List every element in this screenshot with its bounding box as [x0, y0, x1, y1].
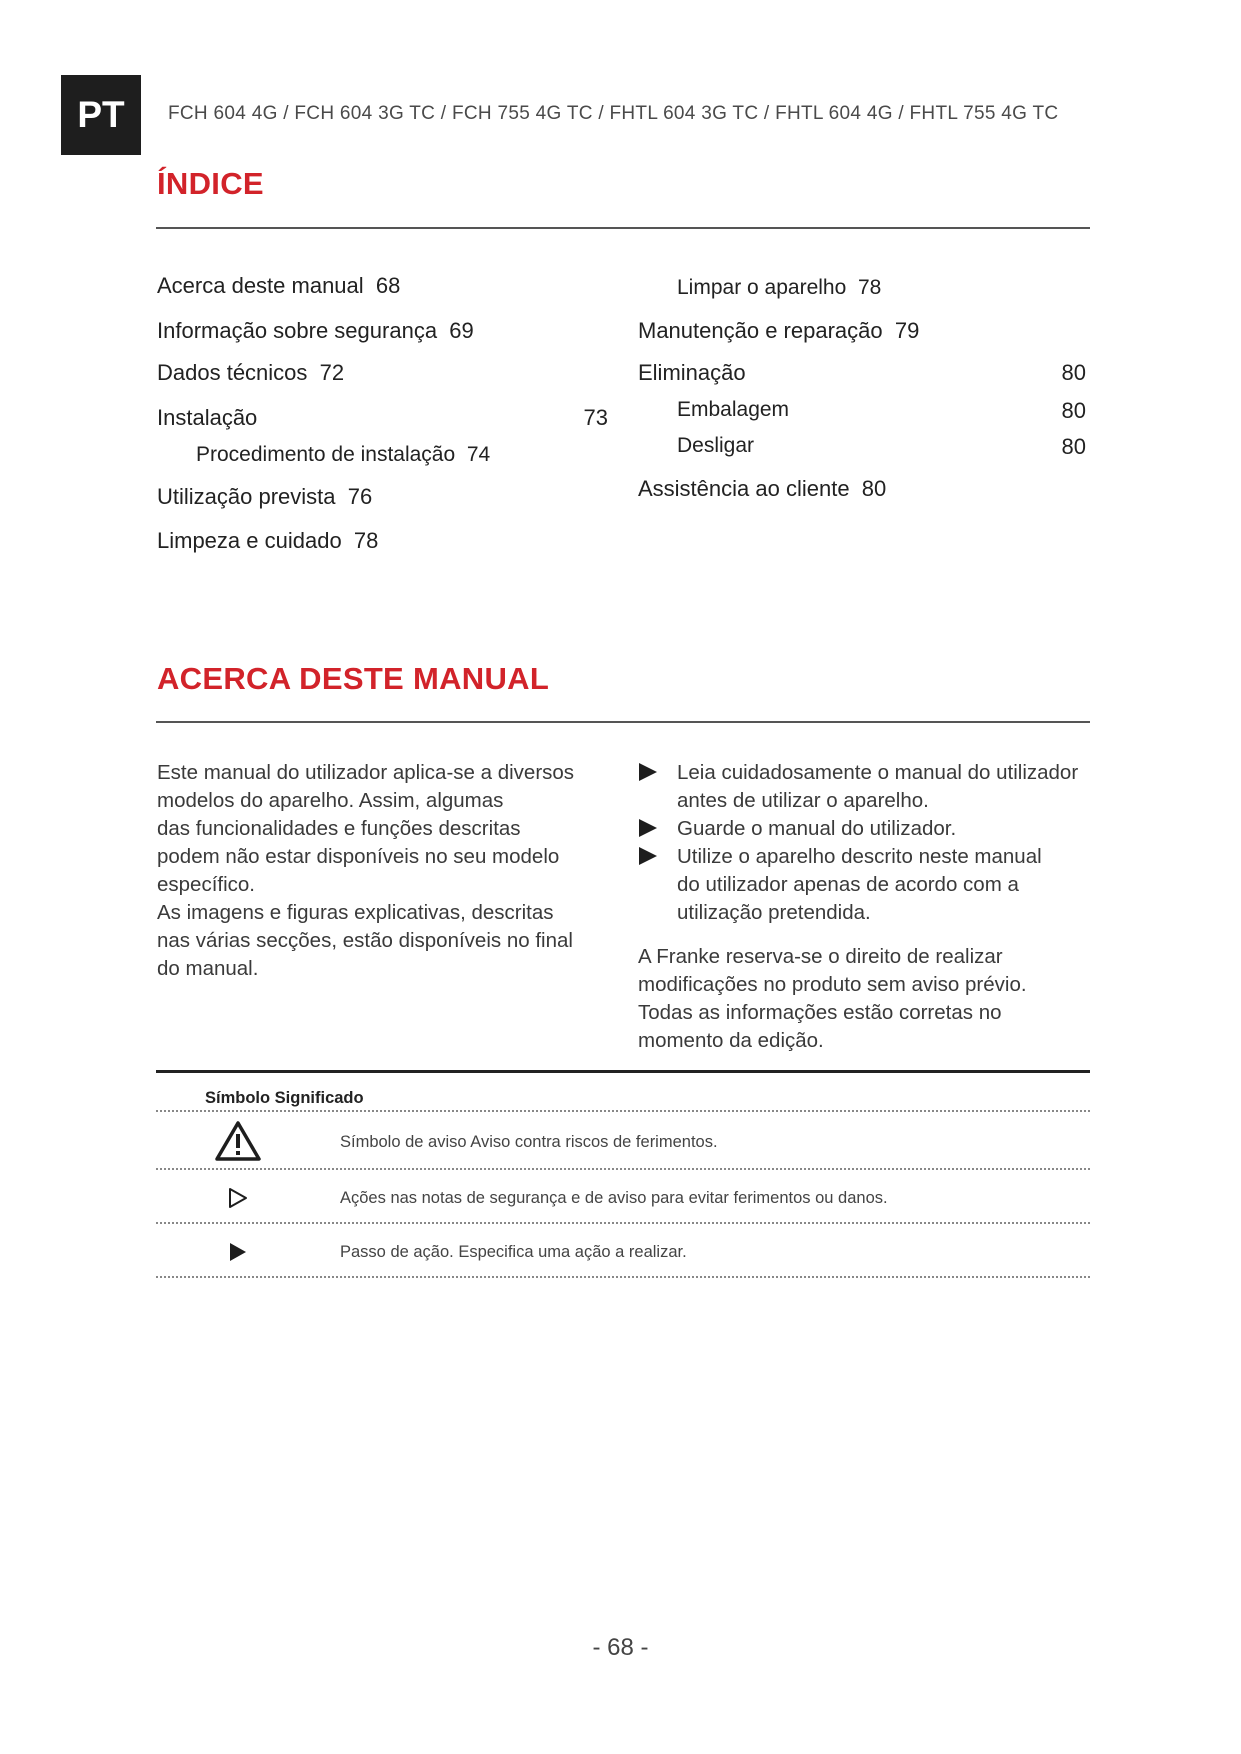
toc-item[interactable] [638, 318, 919, 344]
toc-page: 80 [1061, 398, 1086, 423]
toc-subitem[interactable] [677, 398, 789, 422]
toc-item[interactable] [157, 484, 372, 510]
language-badge: PT [61, 75, 141, 155]
bullet-item [677, 759, 1078, 815]
toc-label: Limpar o aparelho [677, 276, 847, 299]
outline-triangle-icon [228, 1187, 248, 1209]
text-line: utilização pretendida. [677, 901, 871, 924]
table-cell-meaning: Passo de ação. Especifica uma ação a realizar. [340, 1243, 687, 1261]
toc-page: 80 [1061, 434, 1086, 459]
table-cell-meaning: Símbolo de aviso Aviso contra riscos de ferimentos. [340, 1133, 718, 1151]
toc-item[interactable] [638, 360, 746, 386]
toc-label: Manutenção e reparação [638, 318, 883, 343]
toc-label: Utilização prevista [157, 484, 336, 509]
toc-label: Informação sobre segurança [157, 318, 438, 343]
toc-label: Assistência ao cliente [638, 476, 850, 501]
text-line: A Franke reserva-se o direito de realizar [638, 945, 1003, 968]
about-title: ACERCA DESTE MANUAL [157, 661, 550, 696]
toc-label: Instalação [157, 405, 258, 430]
text-line: modificações no produto sem aviso prévio. [638, 973, 1027, 996]
table-header: Símbolo Significado [205, 1089, 364, 1107]
action-step-icon [639, 847, 657, 865]
text-line: As imagens e figuras explicativas, descritas [157, 901, 554, 924]
text-line: podem não estar disponíveis no seu modelo [157, 845, 560, 868]
text-line: Este manual do utilizador aplica-se a diversos [157, 761, 575, 784]
toc-label: Desligar [677, 434, 755, 457]
text-line: momento da edição. [638, 1029, 824, 1052]
table-top-rule [156, 1070, 1090, 1073]
about-rule [156, 721, 1090, 723]
about-note [638, 943, 1027, 1055]
toc-page: 80 [1061, 360, 1086, 385]
solid-triangle-icon [228, 1241, 248, 1263]
text-line: Utilize o aparelho descrito neste manual [677, 845, 1042, 868]
toc-label: Procedimento de instalação [196, 443, 456, 466]
toc-label: Acerca deste manual [157, 273, 364, 298]
toc-item[interactable] [157, 273, 400, 299]
warning-triangle-icon [214, 1120, 262, 1162]
toc-subitem[interactable] [677, 434, 754, 458]
text-line: antes de utilizar o aparelho. [677, 789, 929, 812]
index-rule [156, 227, 1090, 229]
text-line: Todas as informações estão corretas no [638, 1001, 1002, 1024]
toc-page: 79 [894, 318, 920, 343]
toc-label: Embalagem [677, 398, 790, 421]
table-divider [156, 1276, 1090, 1278]
toc-item[interactable] [157, 405, 257, 431]
text-line: nas várias secções, estão disponíveis no final [157, 929, 573, 952]
text-line: modelos do aparelho. Assim, algumas [157, 789, 504, 812]
toc-item[interactable] [157, 360, 344, 386]
toc-item[interactable] [638, 476, 886, 502]
toc-item[interactable] [157, 528, 378, 554]
bullet-item [677, 815, 956, 843]
text-line: do utilizador apenas de acordo com a [677, 873, 1019, 896]
table-divider [156, 1110, 1090, 1112]
text-line: Guarde o manual do utilizador. [677, 817, 957, 840]
action-step-icon [639, 819, 657, 837]
toc-subitem[interactable] [196, 443, 490, 467]
model-list: FCH 604 4G / FCH 604 3G TC / FCH 755 4G TC / FHTL 604 3G TC / FHTL 604 4G / FHTL 755 4G TC [168, 103, 1059, 124]
index-title: ÍNDICE [157, 166, 264, 201]
toc-page: 74 [466, 443, 491, 466]
toc-page: 72 [319, 360, 345, 385]
table-divider [156, 1222, 1090, 1224]
toc-page: 69 [449, 318, 474, 343]
about-intro [157, 759, 597, 983]
toc-page: 78 [857, 276, 882, 299]
toc-page: 76 [347, 484, 373, 509]
toc-label: Dados técnicos [157, 360, 308, 385]
page-number: - 68 - [592, 1634, 649, 1661]
toc-page: 78 [353, 528, 379, 553]
text-line: das funcionalidades e funções descritas [157, 817, 521, 840]
toc-item[interactable] [157, 318, 474, 344]
text-line: Leia cuidadosamente o manual do utilizador [677, 761, 1079, 784]
action-step-icon [639, 763, 657, 781]
text-line: do manual. [157, 957, 259, 980]
toc-subitem[interactable] [677, 276, 881, 300]
text-line: específico. [157, 873, 255, 896]
table-divider [156, 1168, 1090, 1170]
toc-page: 73 [583, 405, 608, 430]
toc-page: 80 [861, 476, 887, 501]
table-cell-meaning: Ações nas notas de segurança e de aviso para evitar ferimentos ou danos. [340, 1189, 888, 1207]
toc-label: Limpeza e cuidado [157, 528, 342, 553]
bullet-item [677, 843, 1042, 927]
toc-page: 68 [375, 273, 401, 298]
toc-label: Eliminação [638, 360, 746, 385]
